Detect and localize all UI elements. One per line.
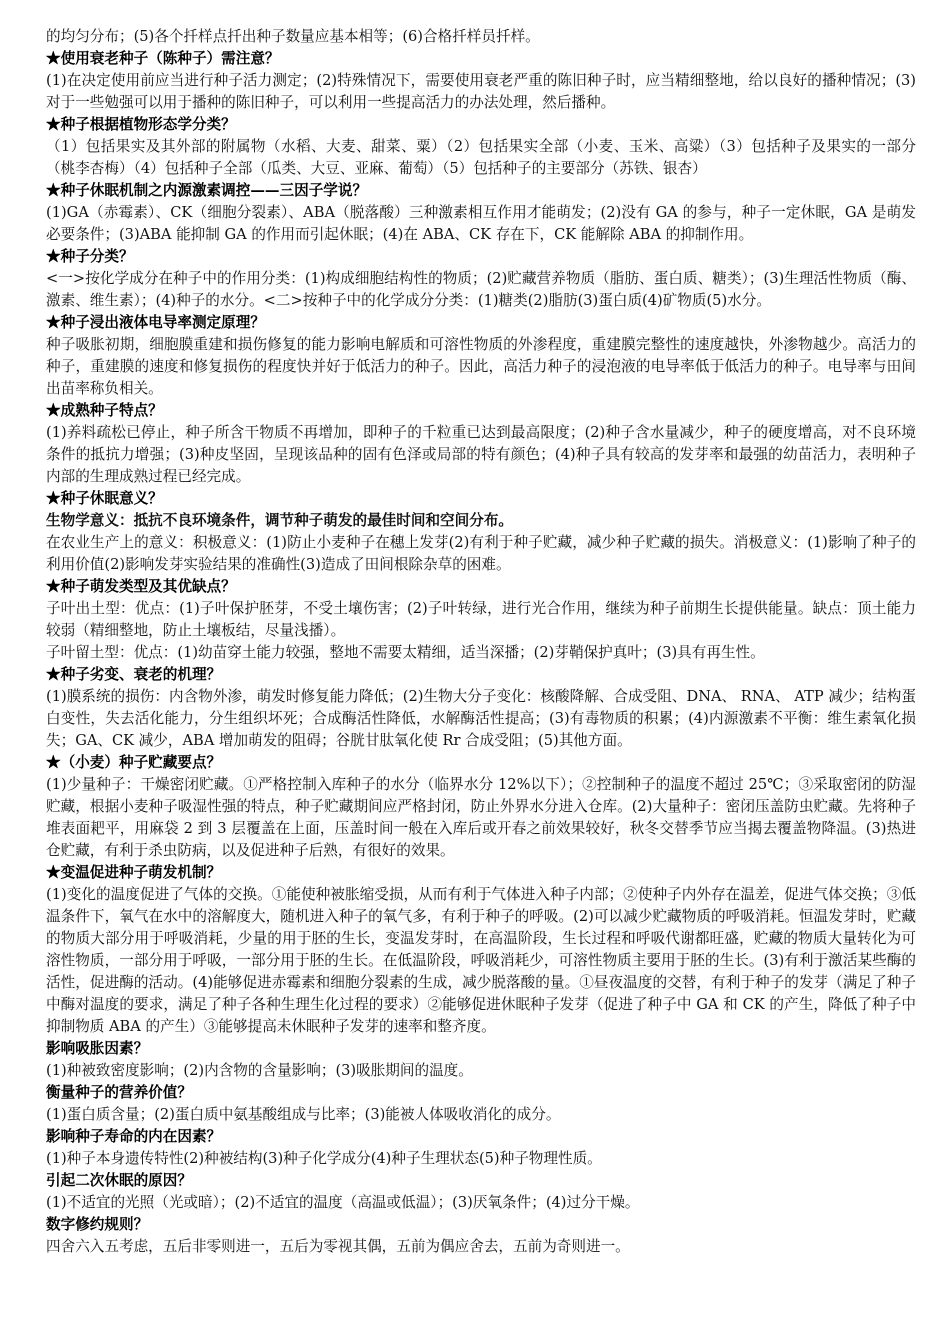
section-text: 四舍六入五考虑，五后非零则进一，五后为零视其偶，五前为偶应舍去，五前为奇则进一。 bbox=[46, 1238, 630, 1255]
section-text: 在农业生产上的意义：积极意义：(1)防止小麦种子在穗上发芽(2)有利于种子贮藏，减少种子贮藏的损失。消极意义：(1)影响了种子的利用价值(2)影响发芽实验结果的准确性(3)造成了田间根除杂草的困难。 bbox=[46, 534, 916, 573]
section-heading-morphology: ★种子根据植物形态学分类？ bbox=[46, 116, 236, 133]
section-text: （1）包括果实及其外部的附属物（水稻、大麦、甜菜、粟）（2）包括果实全部（小麦、玉米、高粱）（3）包括种子及果实的一部分（桃李杏梅）（4）包括种子全部（瓜类、大豆、亚麻、葡萄）（5）包括种子的主要部分（苏铁、银杏） bbox=[46, 138, 916, 177]
section-text: (1)种被致密度影响；(2)内含物的含量影响；(3)吸胀期间的温度。 bbox=[46, 1062, 473, 1079]
section-heading-longevity: 影响种子寿命的内在因素？ bbox=[46, 1128, 222, 1145]
section-heading-aged-seeds: ★使用衰老种子（陈种子）需注意？ bbox=[46, 50, 280, 67]
section-heading-imbibition: 影响吸胀因素？ bbox=[46, 1040, 149, 1057]
section-heading-nutrition: 衡量种子的营养价值？ bbox=[46, 1084, 192, 1101]
section-heading-wheat-storage: ★（小麦）种子贮藏要点？ bbox=[46, 754, 222, 771]
section-text: (1)变化的温度促进了气体的交换。①能使种被胀缩受损，从而有利于气体进入种子内部；②使种子内外存在温差，促进气体交换；③低温条件下，氧气在水中的溶解度大，随机进入种子的氧气多，有利于种子的呼吸。(2)可以减少贮藏物质的呼吸消耗。恒温发芽时，贮藏的物质大部分用于呼吸消耗，少量的用于胚的生长，变温发芽时，在高温阶段，生长过程和呼吸代谢都旺盛，贮藏的物质大量转化为可溶性物质，一部分用于呼吸，一部分用于胚的生长。在低温阶段，呼吸消耗少，可溶性物质主要用于胚的生长。(3)有利于激活某些酶的活性，促进酶的活动。(4)能够促进赤霉素和细胞分裂素的生成，减少脱落酸的量。①昼夜温度的交替，有利于种子的发芽（满足了种子中酶对温度的要求，满足了种子各种生理生化过程的要求）②能够促进休眠种子发芽（促进了种子中 GA 和 CK 的产生，降低了种子中抑制物质 ABA 的产生）③能够提高未休眠种子发芽的速率和整齐度。 bbox=[46, 886, 916, 1035]
section-heading-dormancy-hormones: ★种子休眠机制之内源激素调控——三因子学说？ bbox=[46, 182, 368, 199]
section-text: (1)种子本身遗传特性(2)种被结构(3)种子化学成分(4)种子生理状态(5)种子物理性质。 bbox=[46, 1150, 602, 1167]
section-text: <一>按化学成分在种子中的作用分类：(1)构成细胞结构性的物质；(2)贮藏营养物质（脂肪、蛋白质、糖类）；(3)生理活性物质（酶、激素、维生素）；(4)种子的水分。<二>按种子中的化学成分分类：(1)糖类(2)脂肪(3)蛋白质(4)矿物质(5)水分。 bbox=[46, 270, 916, 309]
section-heading-conductivity: ★种子浸出液体电导率测定原理？ bbox=[46, 314, 265, 331]
section-text: (1)不适宜的光照（光或暗）；(2)不适宜的温度（高温或低温）；(3)厌氧条件；(4)过分干燥。 bbox=[46, 1194, 640, 1211]
section-text: (1)在决定使用前应当进行种子活力测定；(2)特殊情况下，需要使用衰老严重的陈旧种子时，应当精细整地，给以良好的播种情况；(3)对于一些勉强可以用于播种的陈旧种子，可以利用一些提高活力的办法处理，然后播种。 bbox=[46, 72, 916, 111]
section-text: (1)少量种子：干燥密闭贮藏。①严格控制入库种子的水分（临界水分 12%以下）；②控制种子的温度不超过 25℃；③采取密闭的防湿贮藏，根据小麦种子吸湿性强的特点，种子贮藏期间应严格封闭，防止外界水分进入仓库。(2)大量种子：密闭压盖防虫贮藏。先将种子堆表面耙平，用麻袋 2 到 3 层覆盖在上面，压盖时间一般在入库后或开春之前效果较好，秋冬交替季节应当揭去覆盖物降温。(3)热进仓贮藏，有利于杀虫防病，以及促进种子后熟，有很好的效果。 bbox=[46, 776, 916, 859]
section-text: 生物学意义：抵抗不良环境条件，调节种子萌发的最佳时间和空间分布。 bbox=[46, 512, 514, 529]
section-heading-germination-types: ★种子萌发类型及其优缺点？ bbox=[46, 578, 236, 595]
section-text: 种子吸胀初期，细胞膜重建和损伤修复的能力影响电解质和可溶性物质的外渗程度，重建膜完整性的速度越快，外渗物越少。高活力的种子，重建膜的速度和修复损伤的程度快并好于低活力的种子。因此，高活力种子的浸泡液的电导率低于低活力的种子。电导率与田间出苗率称负相关。 bbox=[46, 336, 916, 397]
section-heading-secondary-dormancy: 引起二次休眠的原因？ bbox=[46, 1172, 192, 1189]
section-text: (1)蛋白质含量；(2)蛋白质中氨基酸组成与比率；(3)能被人体吸收消化的成分。 bbox=[46, 1106, 561, 1123]
section-heading-rounding-rules: 数字修约规则？ bbox=[46, 1216, 149, 1233]
section-heading-alternating-temperature: ★变温促进种子萌发机制？ bbox=[46, 864, 222, 881]
document-page bbox=[46, 26, 916, 1258]
section-text: 子叶留土型：优点：(1)幼苗穿土能力较强，整地不需要太精细，适当深播；(2)芽鞘保护真叶；(3)具有再生性。 bbox=[46, 644, 765, 661]
section-heading-dormancy-significance: ★种子休眠意义？ bbox=[46, 490, 163, 507]
section-text: (1)养料疏松已停止，种子所含干物质不再增加，即种子的千粒重已达到最高限度；(2)种子含水量减少，种子的硬度增高，对不良环境条件的抵抗力增强；(3)种皮坚固，呈现该品种的固有色泽或局部的特有颜色；(4)种子具有较高的发芽率和最强的幼苗活力，表明种子内部的生理成熟过程已经完成。 bbox=[46, 424, 916, 485]
section-heading-classification: ★种子分类？ bbox=[46, 248, 134, 265]
section-heading-deterioration: ★种子劣变、衰老的机理？ bbox=[46, 666, 222, 683]
intro-paragraph: 的均匀分布；(5)各个扦样点扦出种子数量应基本相等；(6)合格扦样员扦样。 bbox=[46, 28, 540, 45]
section-text: (1)膜系统的损伤：内含物外渗，萌发时修复能力降低；(2)生物大分子变化：核酸降解、合成受阻、DNA、 RNA、 ATP 减少；结构蛋白变性，失去活化能力，分生组织坏死；合成酶活性降低，水解酶活性提高；(3)有毒物质的积累；(4)内源激素不平衡：维生素氧化损失；GA、CK 减少，ABA 增加萌发的阻碍；谷胱甘肽氧化使 Rr 合成受阻；(5)其他方面。 bbox=[46, 688, 916, 749]
section-heading-mature-seed: ★成熟种子特点？ bbox=[46, 402, 163, 419]
section-text: 子叶出土型：优点：(1)子叶保护胚芽，不受土壤伤害；(2)子叶转绿，进行光合作用，继续为种子前期生长提供能量。缺点：顶土能力较弱（精细整地，防止土壤板结，尽量浅播）。 bbox=[46, 600, 916, 639]
section-text: (1)GA（赤霉素）、CK（细胞分裂素）、ABA（脱落酸）三种激素相互作用才能萌发；(2)没有 GA 的参与，种子一定休眠，GA 是萌发必要条件；(3)ABA 能抑制 GA 的作用而引起休眠；(4)在 ABA、CK 存在下，CK 能解除 ABA 的抑制作用。 bbox=[46, 204, 916, 243]
